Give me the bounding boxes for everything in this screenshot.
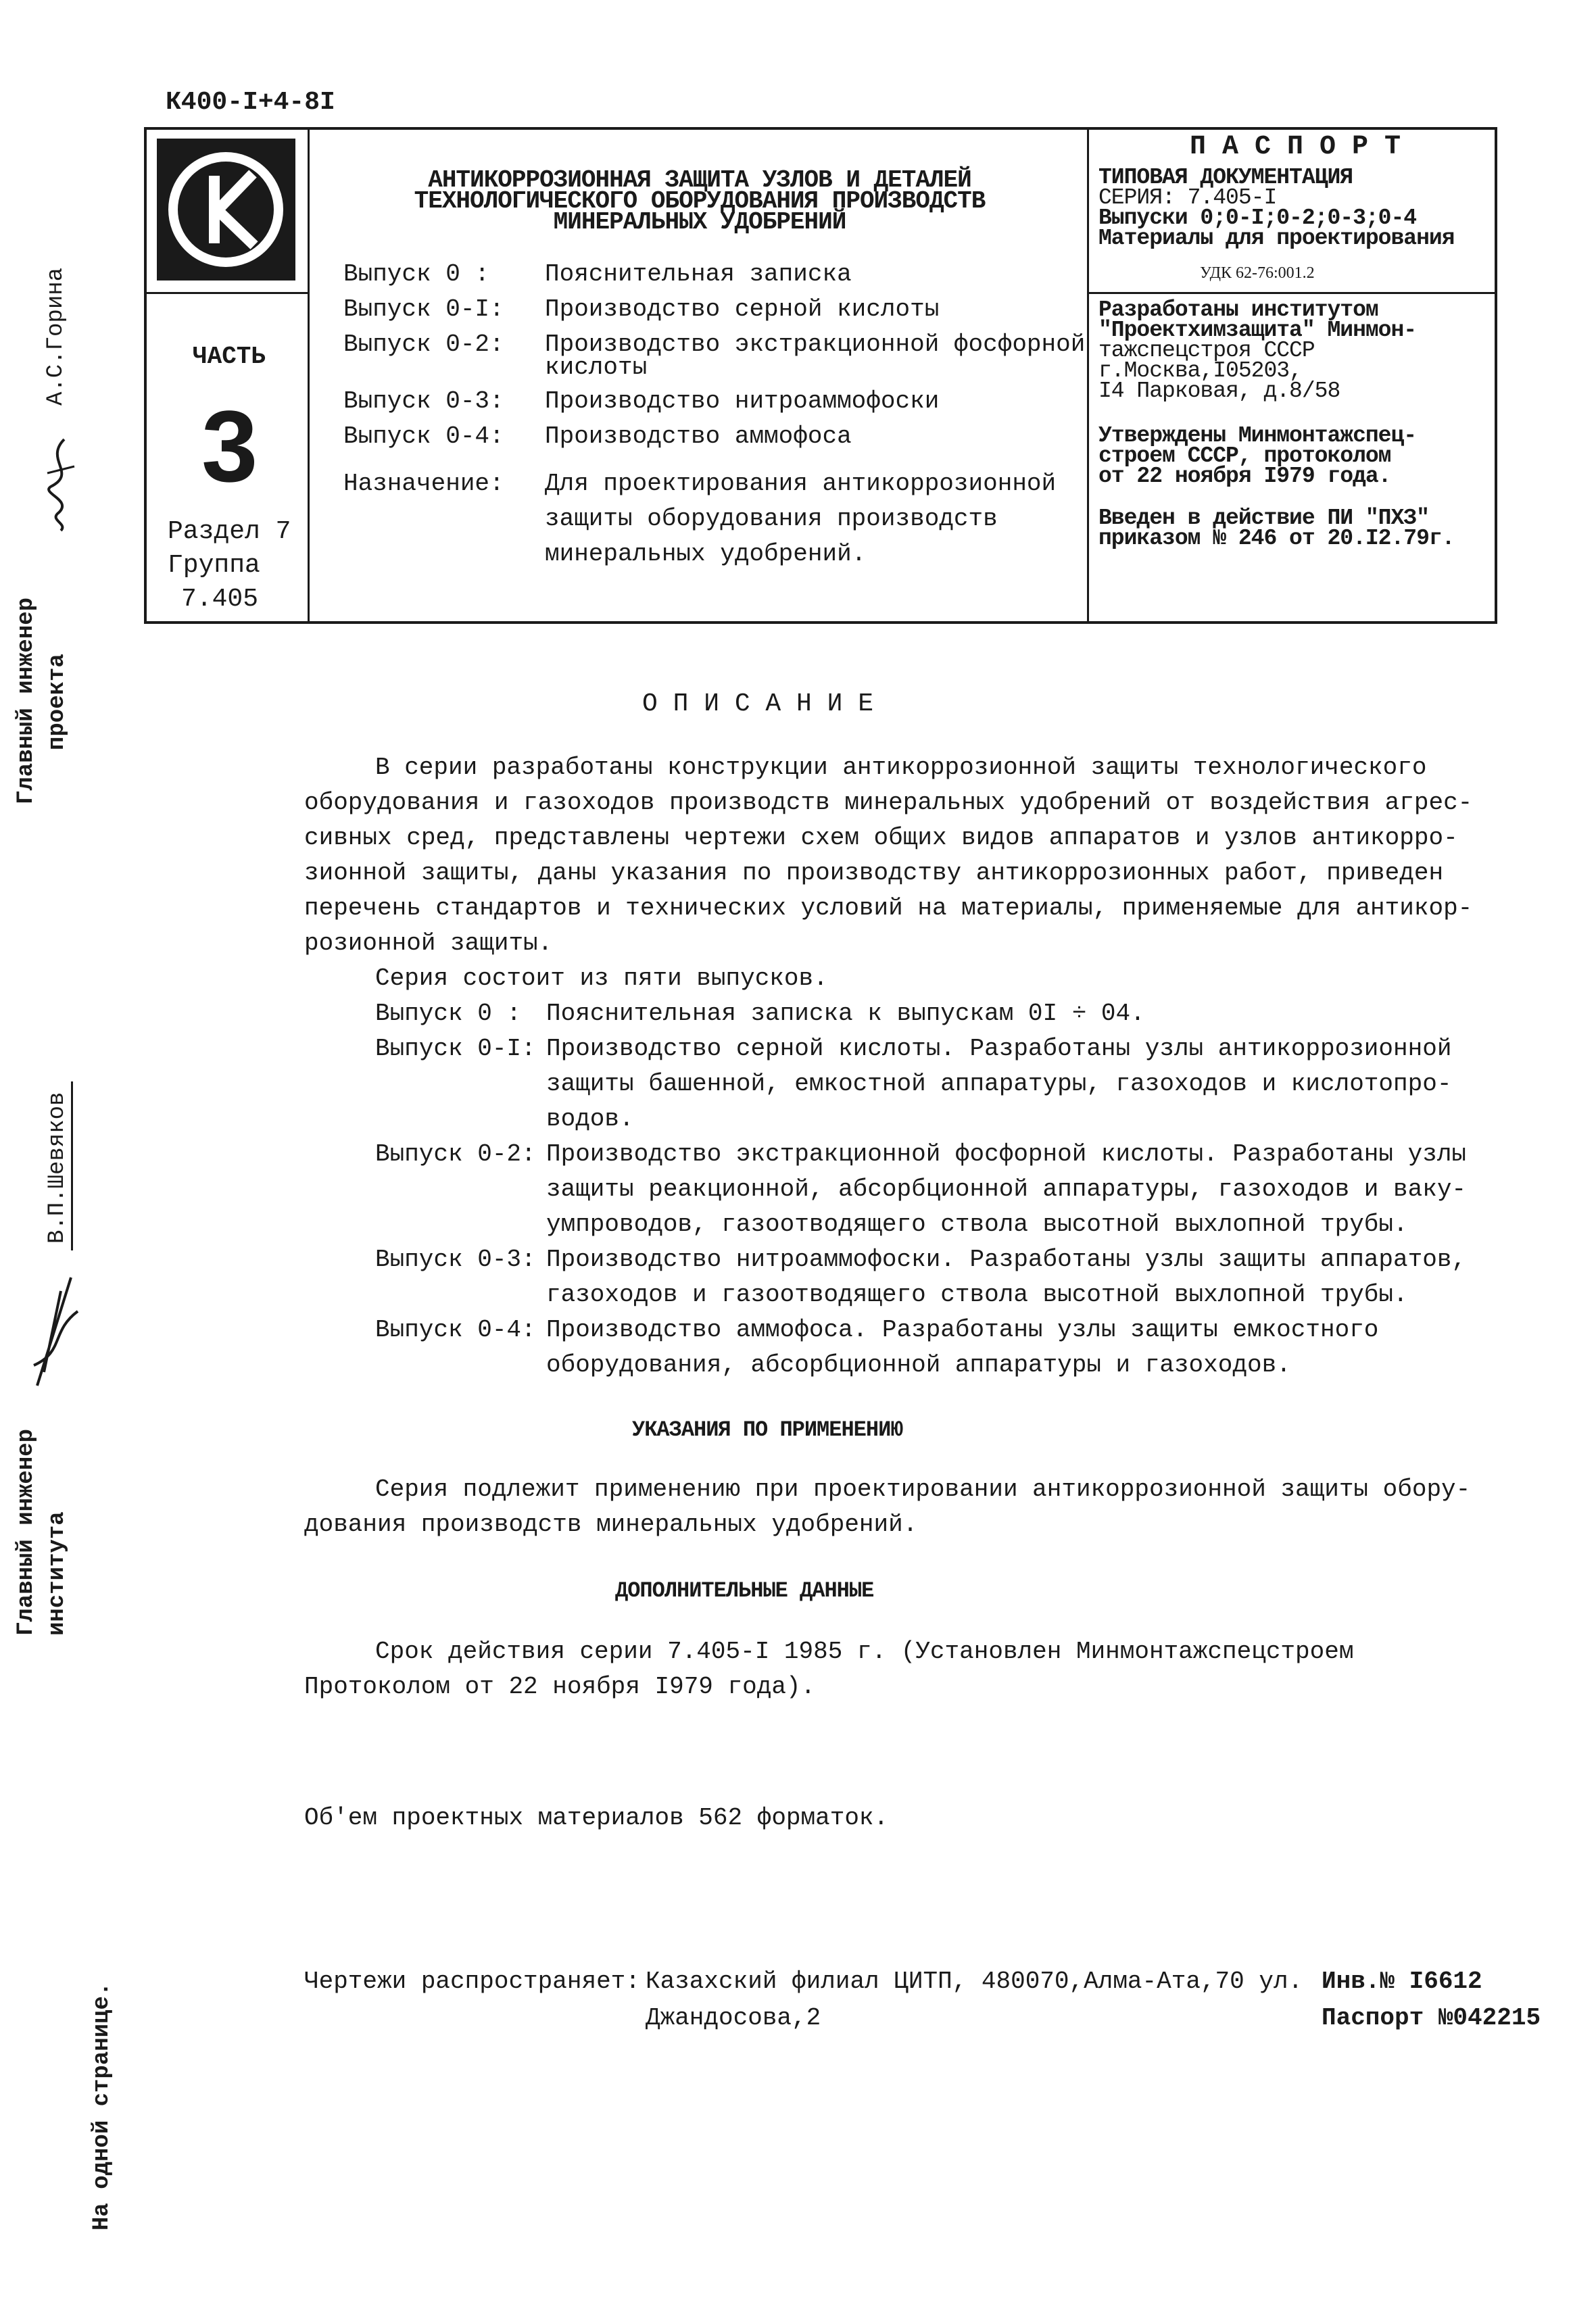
passport-line: Материалы для проектирования xyxy=(1098,226,1455,251)
desc-issue-label: Выпуск 0-I: xyxy=(375,1035,536,1063)
desc-issue-line: газоходов и газоотводящего ствола высотной выхлопной трубы. xyxy=(546,1281,1408,1309)
inventory-number: Инв.№ I6612 xyxy=(1322,1968,1482,1995)
header-issue-label: Выпуск 0-3: xyxy=(343,387,504,415)
developed-line: I4 Парковая, д.8/58 xyxy=(1098,379,1340,404)
udk-code: УДК 62-76:001.2 xyxy=(1200,264,1315,282)
introduced-line: приказом № 246 от 20.I2.79г. xyxy=(1098,526,1455,551)
approved-line: строем СССР, протоколом xyxy=(1098,443,1391,468)
purpose-label: Назначение: xyxy=(343,470,504,497)
purpose-line: Для проектирования антикоррозионной xyxy=(545,470,1057,497)
approved-line: от 22 ноября I979 года. xyxy=(1098,464,1391,489)
signature-2 xyxy=(24,1271,84,1392)
header-issue-text-cont: кислоты xyxy=(545,354,648,381)
series-line: Серия состоит из пяти выпусков. xyxy=(375,965,828,992)
passport-line: СЕРИЯ: 7.405-I xyxy=(1098,185,1277,210)
header-issue-label: Выпуск 0-4: xyxy=(343,422,504,450)
purpose-line: защиты оборудования производств xyxy=(545,505,998,533)
additional-heading: ДОПОЛНИТЕЛЬНЫЕ ДАННЫЕ xyxy=(615,1578,874,1603)
passport-line: Выпуски 0;0-I;0-2;0-3;0-4 xyxy=(1098,205,1417,230)
desc-issue-line: Производство экстракционной фосфорной кислоты. Разработаны узлы xyxy=(546,1140,1467,1168)
description-line: оборудования и газоходов производств минеральных удобрений от воздействия агрес- xyxy=(304,789,1473,817)
desc-issue-line: защиты башенной, емкостной аппаратуры, газоходов и кислотопро- xyxy=(546,1070,1452,1098)
part-label: ЧАСТЬ xyxy=(193,343,266,370)
side-name-gorina: А.С.Горина xyxy=(43,267,69,406)
part-number: 3 xyxy=(201,389,258,503)
header-issue-label: Выпуск 0 : xyxy=(343,260,490,288)
header-issue-text: Производство экстракционной фосфорной xyxy=(545,331,1086,358)
description-line: зионной защиты, даны указания по производству антикоррозионных работ, приведен xyxy=(304,859,1444,887)
additional-line: Протоколом от 22 ноября I979 года). xyxy=(304,1673,816,1701)
developed-line: тажспецстроя СССР xyxy=(1098,338,1315,363)
passport-number: Паспорт №042215 xyxy=(1322,2004,1541,2032)
passport-line: ТИПОВАЯ ДОКУМЕНТАЦИЯ xyxy=(1098,165,1353,190)
side-chief-engineer-project-2: проекта xyxy=(45,654,70,750)
header-title-line-3: МИНЕРАЛЬНЫХ УДОБРЕНИЙ xyxy=(553,208,846,236)
header-title-line-2: ТЕХНОЛОГИЧЕСКОГО ОБОРУДОВАНИЯ ПРОИЗВОДСТВ xyxy=(414,187,986,215)
desc-issue-line: водов. xyxy=(546,1105,634,1133)
desc-issue-line: умпроводов, газоотводящего ствола высотной выхлопной трубы. xyxy=(546,1211,1408,1238)
header-issue-text: Производство серной кислоты xyxy=(545,295,940,323)
signature-1 xyxy=(37,433,84,534)
description-line: сивных сред, представлены чертежи схем общих видов аппаратов и узлов антикорро- xyxy=(304,824,1458,852)
developed-line: Разработаны институтом xyxy=(1098,297,1378,322)
side-name-shevyakov: В.П.Шевяков xyxy=(45,1092,70,1244)
desc-issue-line: Пояснительная записка к выпускам 0I ÷ 04. xyxy=(546,1000,1145,1027)
logo xyxy=(157,139,295,281)
header-issue-label: Выпуск 0-2: xyxy=(343,331,504,358)
distributor-label: Чертежи распространяет: xyxy=(304,1968,640,1995)
header-issue-text: Производство нитроаммофоски xyxy=(545,387,940,415)
distributor-line-2: Джандосова,2 xyxy=(646,2004,821,2032)
usage-line: дования производств минеральных удобрений. xyxy=(304,1511,918,1538)
desc-issue-label: Выпуск 0-3: xyxy=(375,1246,536,1273)
volume-line: Об'ем проектных материалов 562 форматок. xyxy=(304,1804,889,1832)
desc-issue-line: Производство серной кислоты. Разработаны узлы антикоррозионной xyxy=(546,1035,1452,1063)
header-issue-text: Производство аммофоса xyxy=(545,422,852,450)
header-title-line-1: АНТИКОРРОЗИОННАЯ ЗАЩИТА УЗЛОВ И ДЕТАЛЕЙ xyxy=(428,166,971,194)
desc-issue-label: Выпуск 0-4: xyxy=(375,1316,536,1344)
approved-line: Утверждены Минмонтажспец- xyxy=(1098,423,1417,448)
description-line: В серии разработаны конструкции антикоррозионной защиты технологического xyxy=(375,754,1427,781)
introduced-line: Введен в действие ПИ "ПХЗ" xyxy=(1098,506,1429,531)
usage-line: Серия подлежит применению при проектировании антикоррозионной защиты обору- xyxy=(375,1476,1471,1503)
usage-heading: УКАЗАНИЯ ПО ПРИМЕНЕНИЮ xyxy=(632,1417,903,1442)
additional-line: Срок действия серии 7.405-I 1985 г. (Установлен Минмонтажспецстроем xyxy=(375,1638,1354,1665)
group-number: 7.405 xyxy=(181,585,259,614)
group-label: Группа xyxy=(168,551,260,580)
desc-issue-label: Выпуск 0 : xyxy=(375,1000,522,1027)
desc-issue-line: Производство аммофоса. Разработаны узлы защиты емкостного xyxy=(546,1316,1379,1344)
document-code: К400-I+4-8I xyxy=(166,88,335,117)
header-issue-text: Пояснительная записка xyxy=(545,260,852,288)
distributor-line-1: Казахский филиал ЦИТП, 480070,Алма-Ата,70 ул. xyxy=(646,1968,1303,1995)
desc-issue-line: оборудования, абсорбционной аппаратуры и газоходов. xyxy=(546,1351,1291,1379)
desc-issue-label: Выпуск 0-2: xyxy=(375,1140,536,1168)
side-chief-engineer-institute-1: Главный инженер xyxy=(14,1428,39,1636)
side-chief-engineer-institute-2: института xyxy=(45,1511,70,1636)
header-issue-label: Выпуск 0-I: xyxy=(343,295,504,323)
desc-issue-line: защиты реакционной, абсорбционной аппаратуры, газоходов и ваку- xyxy=(546,1175,1467,1203)
description-heading: О П И С А Н И Е xyxy=(642,689,874,718)
desc-issue-line: Производство нитроаммофоски. Разработаны узлы защиты аппаратов, xyxy=(546,1246,1467,1273)
developed-line: "Проектхимзащита" Минмон- xyxy=(1098,318,1417,343)
passport-title: П А С П О Р Т xyxy=(1190,132,1401,162)
description-line: розионной защиты. xyxy=(304,929,553,957)
side-one-page-note: На одной странице. xyxy=(89,1982,115,2231)
section-label: Раздел 7 xyxy=(168,517,291,546)
side-chief-engineer-project-1: Главный инженер xyxy=(14,597,39,804)
purpose-line: минеральных удобрений. xyxy=(545,540,867,568)
developed-line: г.Москва,I05203, xyxy=(1098,358,1302,383)
description-line: перечень стандартов и технических условий на материалы, применяемые для антикор- xyxy=(304,894,1473,922)
